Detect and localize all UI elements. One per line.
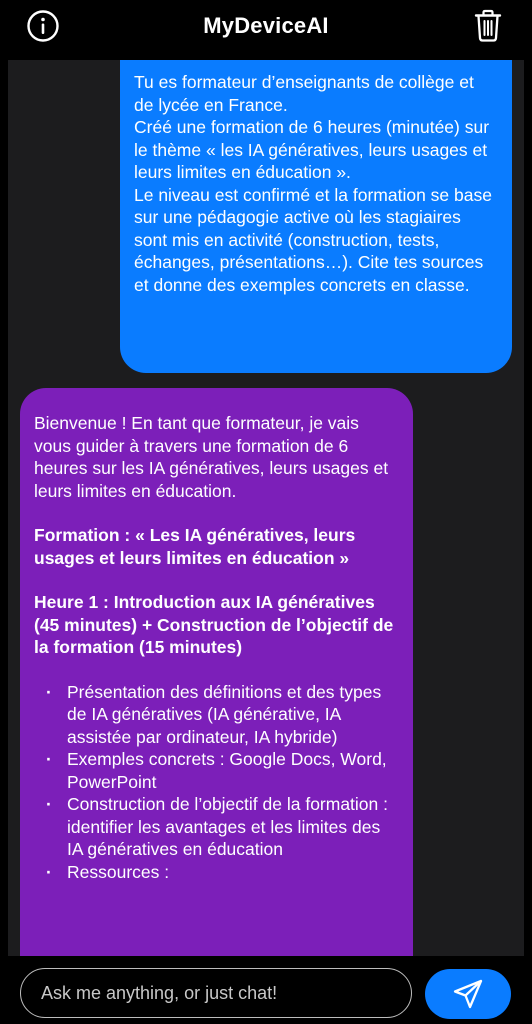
user-message-line: Tu es formateur d’enseignants de collège et de lycée en France. (134, 72, 474, 115)
paper-plane-icon (452, 978, 484, 1010)
ai-message-bubble (20, 388, 413, 956)
formation-title: Formation : « Les IA génératives, leurs usages et leurs limites en éducation » (34, 525, 356, 568)
list-item: · Ressources : (34, 861, 399, 884)
chat-input[interactable] (20, 968, 412, 1018)
list-item: · Exemples concrets : Google Docs, Word, PowerPoint (34, 748, 399, 793)
list-item: · Construction de l’objectif de la formation : identifier les avantages et les limites des IA génératives en éducation (34, 793, 399, 861)
app-header (0, 0, 532, 60)
user-message-bubble (120, 60, 512, 373)
hour-1-list (34, 681, 399, 884)
user-message-line: Créé une formation de 6 heures (minutée) sur le thème « les IA génératives, leurs usages et leurs limites en éducation ». (134, 117, 490, 182)
composer-bar (0, 956, 532, 1024)
clear-chat-button[interactable] (470, 8, 506, 44)
ai-intro-text: Bienvenue ! En tant que formateur, je vais vous guider à travers une formation de 6 heures sur les IA génératives, leurs usages et leurs limites en éducation. (34, 413, 389, 501)
chat-messages[interactable] (8, 60, 524, 956)
send-button[interactable] (425, 969, 511, 1019)
list-item: · Présentation des définitions et des types de IA génératives (IA générative, IA assistée par ordinateur, IA hybride) (34, 681, 399, 749)
user-message-line: Le niveau est confirmé et la formation se base sur une pédagogie active où les stagiaires sont mis en activité (construction, tests, échanges, présentations…). Cite tes sources et donne des exemples concrets en classe. (134, 184, 492, 295)
page-title: MyDeviceAI (203, 13, 329, 38)
hour-1-title: Heure 1 : Introduction aux IA génératives (45 minutes) + Construction de l’objectif de la formation (15 minutes) (34, 592, 394, 657)
trash-icon (473, 9, 503, 43)
